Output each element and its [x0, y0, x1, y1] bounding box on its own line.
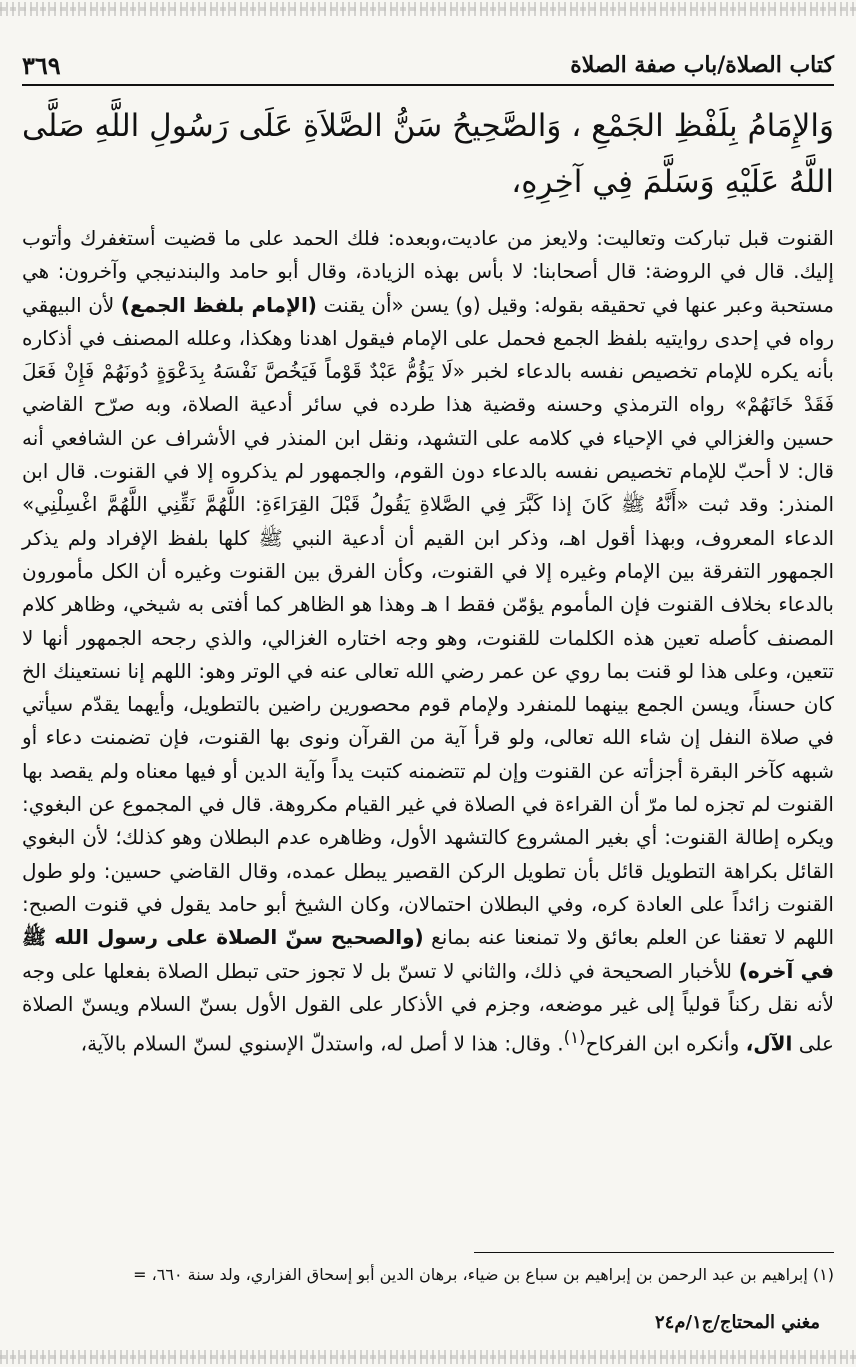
matn-text: وَالإِمَامُ بِلَفْظِ الجَمْعِ ، وَالصَّحِيحُ سَنُّ الصَّلاَةِ عَلَى رَسُولِ اللَّهِ صَلَّى اللَّهُ عَلَيْهِ وَسَلَّمَ فِي آخِرِهِ، — [22, 108, 834, 200]
top-ornament-border — [0, 2, 856, 16]
page-header — [22, 46, 834, 86]
commentary-part-4: وأنكره ابن الفركاح — [585, 1031, 740, 1056]
page-footer-signature: مغني المحتاج/ج١/م٢٤ — [655, 1312, 820, 1333]
commentary-text — [22, 222, 834, 1061]
commentary-part-1: القنوت قبل تباركت وتعاليت: ولايعز من عاديت،وبعده: فلك الحمد على ما قضيت أستغفرك وأتوب إليك. قال في الروضة: قال أصحابنا: لا بأس بهذه الزيادة، وقال أبو حامد والبندنيجي وآخرون: هي مستحبة وعبر عنها في تحقيقه بقوله: وقيل (و) يسن «أن يقنت — [22, 226, 835, 317]
page-number: ٣٦٩ — [22, 50, 61, 80]
commentary-part-5: . وقال: هذا لا أصل له، واستدلّ الإسنوي لسنّ السلام بالآية، — [80, 1031, 564, 1056]
commentary-part-2: لأن البيهقي رواه في إحدى روايتيه بلفظ الجمع فحمل على الإمام فيقول اهدنا وهكذا، وعلله المصنف في أذكاره بأنه يكره للإمام تخصيص نفسه بالدعاء لخبر «لَا يَؤُمُّ عَبْدٌ قَوْماً فَيَخُصَّ نَفْسَهُ بِدَعْوَةٍ دُونَهُمْ فَإِنْ فَعَلَ فَقَدْ خَانَهُمْ» رواه الترمذي وحسنه وقضية هذا طرده في سائر أدعية الصلاة، وبه صرّح القاضي حسين والغزالي في الإحياء في كلامه على التشهد، ونقل ابن المنذر في الأشراف عن الشافعي أنه قال: لا أحبّ للإمام تخصيص نفسه بالدعاء دون القوم، والجمهور لم يذكروه إلا في القنوت. قال ابن المنذر: وقد ثبت «أَنَّهُ ﷺ كَانَ إذا كَبَّرَ فِي الصَّلاةِ يَقُولُ قَبْلَ القِرَاءَةِ: اللَّهُمَّ نَقِّنِي اللَّهُمَّ اغْسِلْنِي» الدعاء المعروف، وبهذا أقول اهـ، وذكر ابن القيم أن أدعية النبي ﷺ كلها بلفظ الإفراد ولم يذكر الجمهور التفرقة بين الإمام وغيره إلا في القنوت، وكأن الفرق بين القنوت وغيره أن الكل مأمورون بالدعاء بخلاف القنوت فإن المأموم يؤمّن فقط ا هـ وهذا هو الظاهر كما أفتى به شيخي، وظاهر كلام المصنف كأصله تعين هذه الكلمات للقنوت، وهو وجه اختاره الغزالي، والذي رجحه الجمهور أنها لا تتعين، وعلى هذا لو قنت بما روي عن عمر رضي الله تعالى عنه في الوتر وهو: اللهم إنا نستعينك الخ كان حسناً، ويسن الجمع بينهما للمنفرد ولإمام قوم محصورين راضين بالتطويل، وأيهما يقدّم سيأتي في صلاة النفل إن شاء الله تعالى، ولو قرأ آية من القرآن ونوى بها القنوت، فإن تضمنت دعاء أو شبهه كآخر البقرة أجزأته عن القنوت وإن لم تتضمنه كتبت يداً وآية الدين أو فيها معناه ولم يقصد بها القنوت لم تجزه لما مرّ أن القراءة في الصلاة في غير القيام مكروهة. قال في المجموع عن البغوي: ويكره إطالة القنوت: أي بغير المشروع كالتشهد الأول، وظاهره عدم البطلان وهو كذلك؛ لأن البغوي القائل بكراهة التطويل قائل بأن تطويل الركن القصير يبطل عمده، وقال القاضي حسين: ولو طول القنوت زائداً على العادة كره، وفي البطلان احتمالان، وكان الشيخ أبو حامد يقول في قنوت الصبح: اللهم لا تعقنا عن العلم بعائق ولا تمنعنا عنه بمانع — [22, 292, 834, 950]
running-title: كتاب الصلاة/باب صفة الصلاة — [570, 52, 834, 78]
footnote: (١) إبراهيم بن عبد الرحمن بن إبراهيم بن سباع بن ضياء، برهان الدين أبو إسحاق الفزاري، ولد سنة ٦٦٠، = — [133, 1265, 834, 1284]
footnote-reference: (١) — [563, 1028, 586, 1048]
footnote-divider — [474, 1252, 834, 1253]
bold-word-al: الآل، — [745, 1031, 793, 1056]
commentary-part-3: للأخبار الصحيحة في ذلك، والثاني لا تسنّ بل لا تجوز حتى تبطل الصلاة بفعلها على وجه لأنه نقل ركناً قولياً إلى غير موضعه، وجزم في الأذكار على القول الأول بسنّ السلام ويسنّ الصلاة على — [22, 958, 834, 1056]
matn-quote-imam: (الإمام بلفظ الجمع) — [120, 292, 317, 317]
matn-quote-salat: (والصحيح سنّ الصلاة على رسول الله ﷺ في آخره) — [22, 925, 834, 983]
bottom-ornament-border — [0, 1350, 856, 1364]
